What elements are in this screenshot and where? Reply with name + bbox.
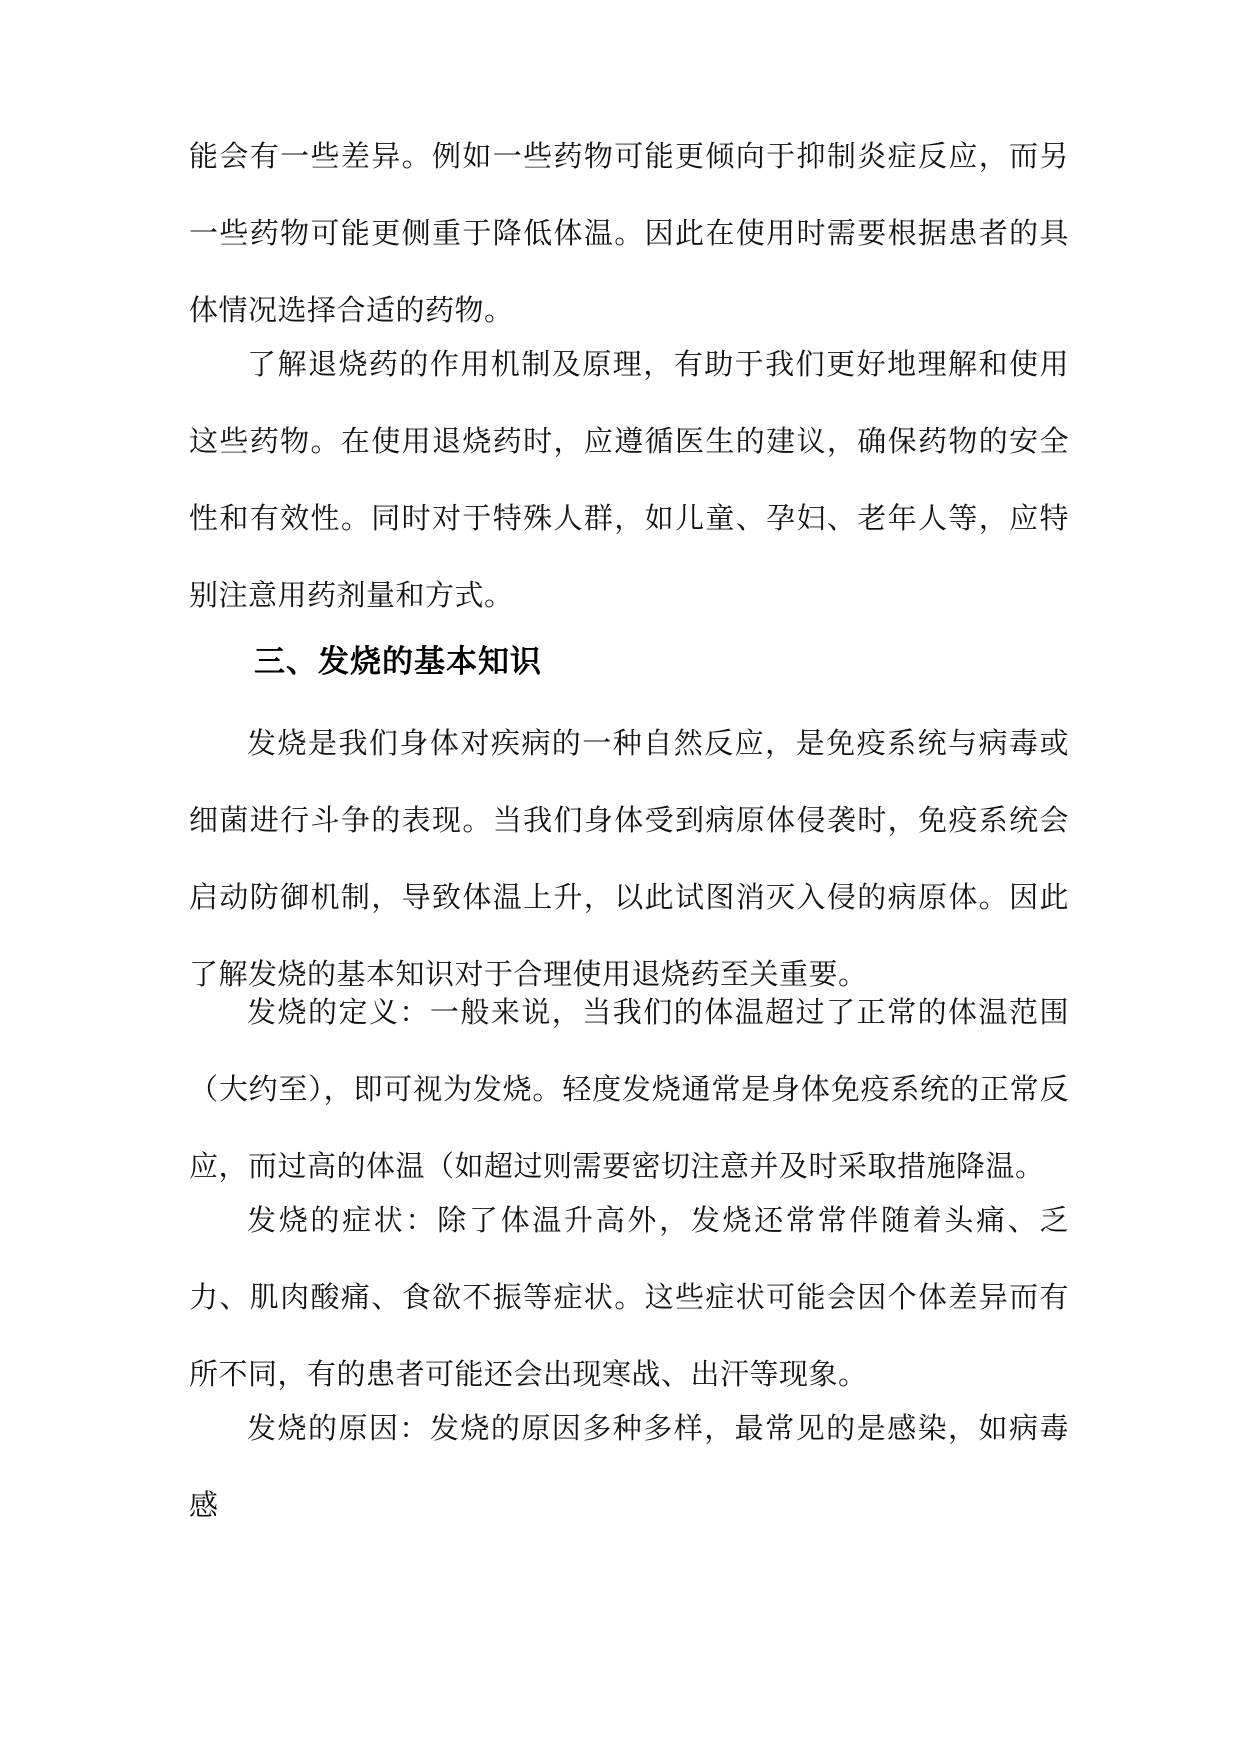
section-heading: 三、发烧的基本知识 [254,644,542,680]
paragraph-fever-symptoms: 发烧的症状：除了体温升高外，发烧还常常伴随着头痛、乏力、肌肉酸痛、食欲不振等症状。这些症状可能会因个体差异而有所不同，有的患者可能还会出现寒战、出汗等现象。 [189,1203,1069,1391]
paragraph-fever-definition: 发烧的定义：一般来说，当我们的体温超过了正常的体温范围（大约至），即可视为发烧。轻度发烧通常是身体免疫系统的正常反应，而过高的体温（如超过则需要密切注意并及时采取措施降温。 [189,995,1069,1183]
paragraph-fever-intro: 发烧是我们身体对疾病的一种自然反应，是免疫系统与病毒或细菌进行斗争的表现。当我们身体受到病原体侵袭时，免疫系统会启动防御机制，导致体温上升，以此试图消灭入侵的病原体。因此了解发烧的基本知识对于合理使用退烧药至关重要。 [189,726,1069,991]
paragraph-fever-causes: 发烧的原因：发烧的原因多种多样，最常见的是感染，如病毒感 [189,1411,1069,1522]
paragraph-mechanism-summary: 了解退烧药的作用机制及原理，有助于我们更好地理解和使用这些药物。在使用退烧药时，应遵循医生的建议，确保药物的安全性和有效性。同时对于特殊人群，如儿童、孕妇、老年人等，应特别注意用药剂量和方式。 [189,347,1069,612]
paragraph-drug-differences: 能会有一些差异。例如一些药物可能更倾向于抑制炎症反应，而另一些药物可能更侧重于降低体温。因此在使用时需要根据患者的具体情况选择合适的药物。 [189,139,1069,327]
